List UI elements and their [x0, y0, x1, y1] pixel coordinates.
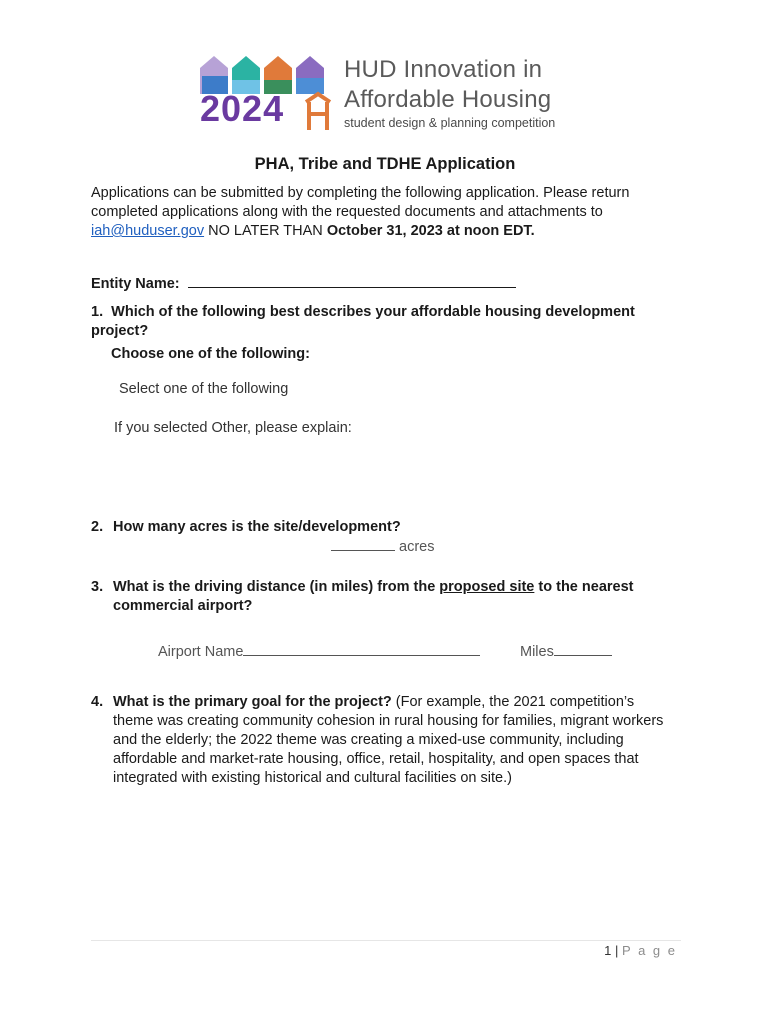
- question-2: [91, 518, 401, 537]
- miles-row: [520, 643, 612, 660]
- logo-title-line1: HUD Innovation in: [344, 56, 543, 83]
- email-link[interactable]: iah@huduser.gov: [91, 223, 205, 239]
- q3-text-underlined: proposed site: [439, 579, 535, 595]
- page-title: PHA, Tribe and TDHE Application: [254, 155, 516, 173]
- miles-field[interactable]: [554, 643, 612, 656]
- acres-field[interactable]: [331, 538, 395, 551]
- q3-text-a: What is the driving distance (in miles) from the: [113, 579, 440, 595]
- q1-other-label: If you selected Other, please explain:: [114, 420, 352, 436]
- airport-name-label: Airport Name: [158, 644, 244, 660]
- q1-number: 1.: [91, 304, 104, 320]
- airport-name-row: [158, 643, 480, 660]
- logo-year: 2024: [200, 88, 285, 129]
- intro-mid: NO LATER THAN: [204, 223, 327, 239]
- entity-name-field[interactable]: [188, 274, 516, 288]
- q1-text: Which of the following best describes your affordable housing development project?: [91, 304, 635, 339]
- page-separator: |: [615, 943, 619, 958]
- house-outline-icon: [306, 94, 330, 130]
- question-3: [91, 578, 681, 616]
- q4-number: 4.: [91, 694, 104, 710]
- q1-other-field[interactable]: [114, 442, 674, 502]
- q3-number: 3.: [91, 579, 104, 595]
- intro-paragraph: [91, 184, 691, 241]
- logo-title-line2: Affordable Housing: [344, 86, 552, 113]
- q4-example: (For example, the 2021 competition’s theme was creating community cohesion in rural housing for families, migrant workers and the elderly; the 2022 theme was creating a mixed-use community, including affordable and market-rate housing, office, retail, hospitality, and open spaces that integrated with existing historical and cultural facilities on site.): [113, 694, 664, 786]
- entity-name-label: Entity Name:: [91, 276, 180, 292]
- page-number: [604, 943, 677, 958]
- page-number-value: 1: [604, 943, 612, 958]
- acres-label: acres: [399, 539, 435, 555]
- page-label: P a g e: [622, 943, 677, 958]
- house-water: [296, 78, 324, 94]
- question-4: [91, 693, 671, 788]
- q2-number: 2.: [91, 519, 104, 535]
- competition-logo: [198, 50, 578, 135]
- footer-divider: [91, 940, 681, 941]
- q1-select-dropdown[interactable]: Select one of the following: [119, 381, 289, 397]
- deadline-text: October 31, 2023 at noon EDT.: [326, 223, 535, 239]
- logo-subtitle: student design & planning competition: [344, 116, 556, 130]
- q4-answer-field[interactable]: [114, 800, 674, 920]
- q4-text: What is the primary goal for the project?: [113, 694, 392, 710]
- q2-text: How many acres is the site/development?: [113, 519, 401, 535]
- q1-choose-label: Choose one of the following:: [111, 346, 310, 362]
- airport-name-field[interactable]: [243, 643, 480, 656]
- miles-label: Miles: [520, 644, 554, 660]
- q3-text-b: to the nearest commercial airport?: [113, 579, 634, 614]
- entity-name-row: [91, 274, 516, 292]
- intro-text: Applications can be submitted by completing the following application. Please return completed applications along with the requested documents and attachments to: [91, 185, 630, 220]
- q2-acres-row: [331, 538, 435, 555]
- question-1: [91, 303, 681, 341]
